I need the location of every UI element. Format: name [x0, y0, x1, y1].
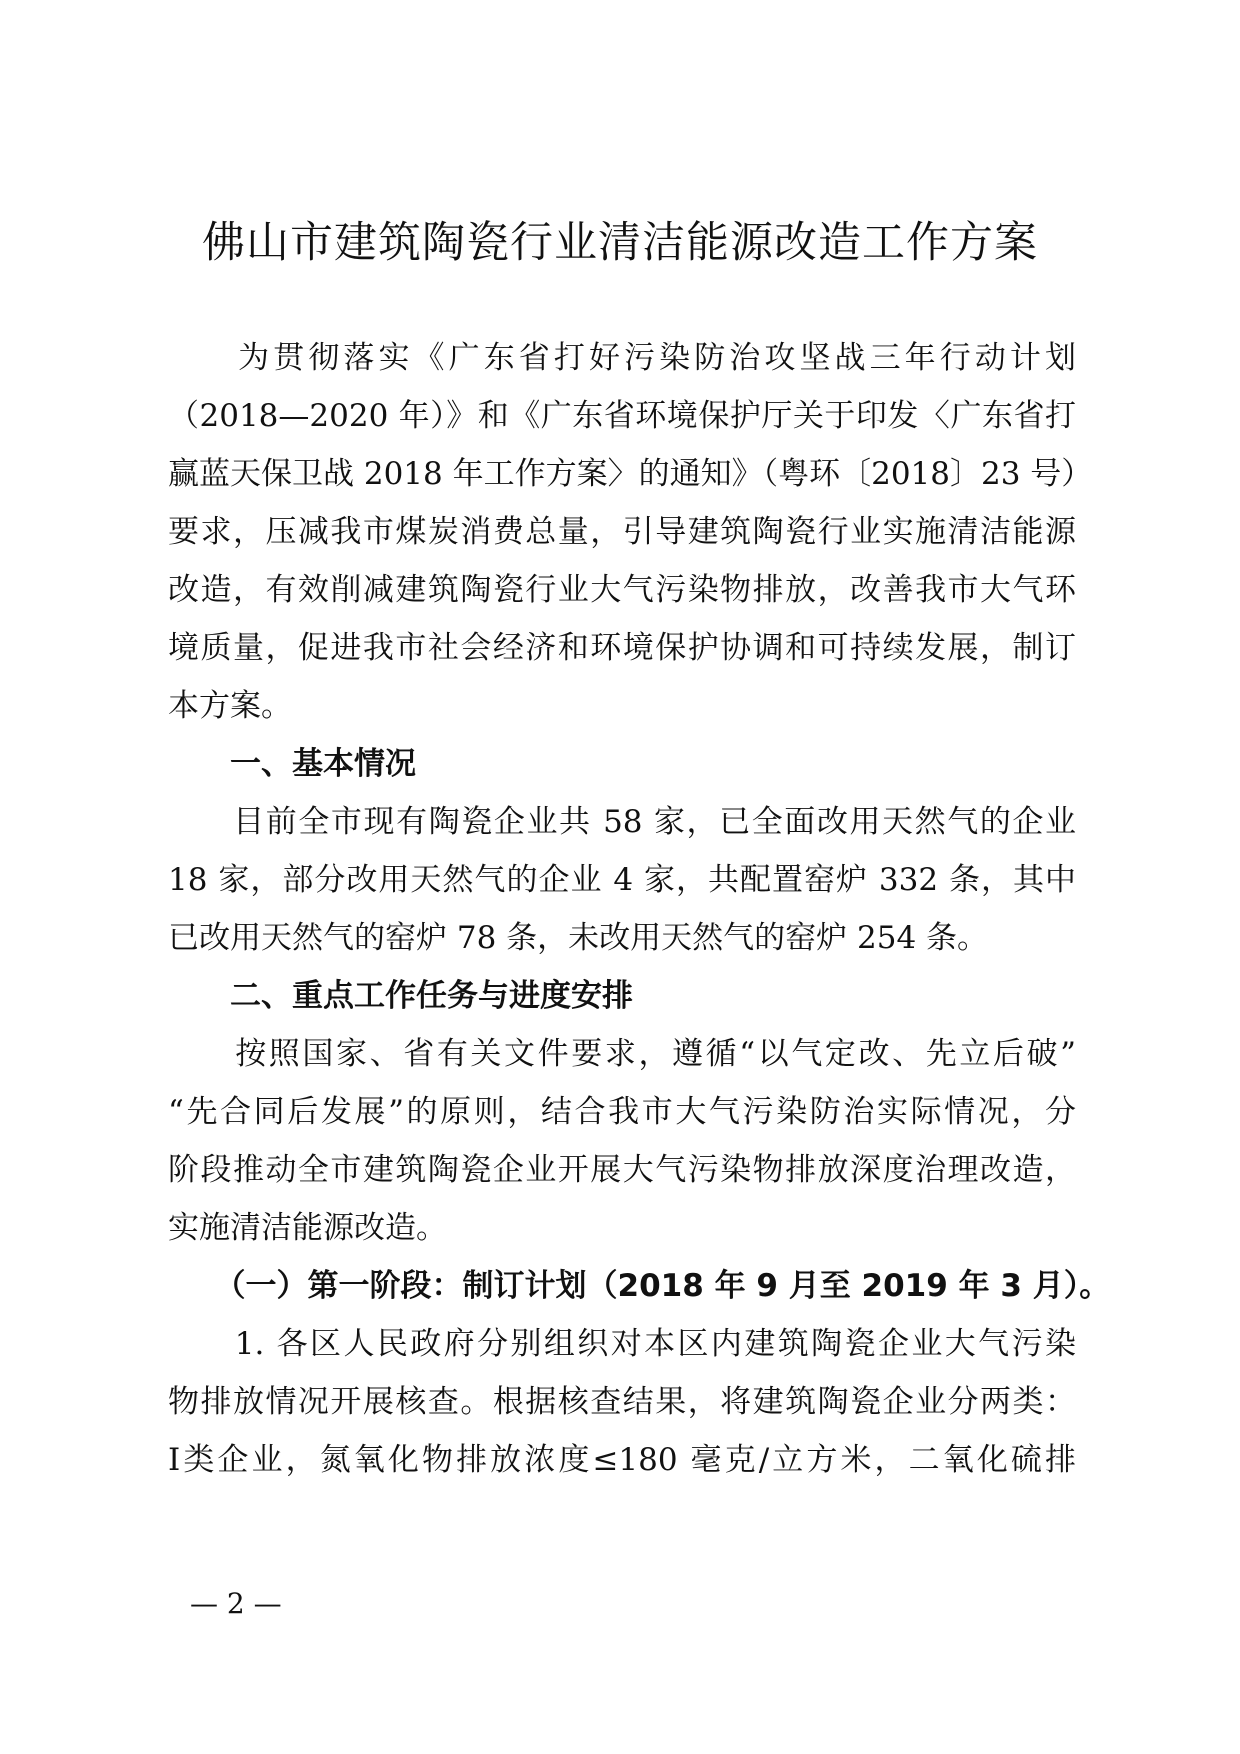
body-line-16: 实施清洁能源改造。: [168, 1210, 447, 1246]
document-title: 佛山市建筑陶瓷行业清洁能源改造工作方案: [202, 218, 1038, 268]
body-line-2: （2018—2020 年）》和《广东省环境保护厅关于印发〈广东省打: [168, 398, 1076, 434]
section-heading-2: 二、重点工作任务与进度安排: [168, 978, 633, 1014]
body-line-4: 要求，压减我市煤炭消费总量，引导建筑陶瓷行业实施清洁能源: [168, 514, 1076, 550]
body-line-9: 目前全市现有陶瓷企业共 58 家，已全面改用天然气的企业: [168, 804, 1076, 840]
body-line-15: 阶段推动全市建筑陶瓷企业开展大气污染物排放深度治理改造，: [168, 1152, 1076, 1188]
body-line-1: 为贯彻落实《广东省打好污染防治攻坚战三年行动计划: [168, 340, 1076, 376]
body-line-3: 赢蓝天保卫战 2018 年工作方案〉的通知》（粤环〔2018〕23 号）: [168, 456, 1093, 492]
body-line-5: 改造，有效削减建筑陶瓷行业大气污染物排放，改善我市大气环: [168, 572, 1076, 608]
section-heading-1: 一、基本情况: [168, 746, 416, 782]
subsection-heading-1: （一）第一阶段：制订计划（2018 年 9 月至 2019 年 3 月）。: [168, 1268, 1111, 1304]
body-line-10: 18 家，部分改用天然气的企业 4 家，共配置窑炉 332 条，其中: [168, 862, 1076, 898]
body-line-7: 本方案。: [168, 688, 292, 724]
page-number: — 2 —: [190, 1587, 282, 1620]
body-line-19: 物排放情况开展核查。根据核查结果，将建筑陶瓷企业分两类：: [168, 1384, 1076, 1420]
body-line-20: Ⅰ类企业，氮氧化物排放浓度≤180 毫克/立方米，二氧化硫排: [168, 1442, 1076, 1478]
body-line-6: 境质量，促进我市社会经济和环境保护协调和可持续发展，制订: [168, 630, 1076, 666]
body-line-11: 已改用天然气的窑炉 78 条，未改用天然气的窑炉 254 条。: [168, 920, 989, 956]
body-line-14: “先合同后发展”的原则，结合我市大气污染防治实际情况，分: [168, 1094, 1076, 1130]
body-line-13: 按照国家、省有关文件要求，遵循“以气定改、先立后破”: [168, 1036, 1076, 1072]
body-line-18: 1. 各区人民政府分别组织对本区内建筑陶瓷企业大气污染: [168, 1326, 1076, 1362]
